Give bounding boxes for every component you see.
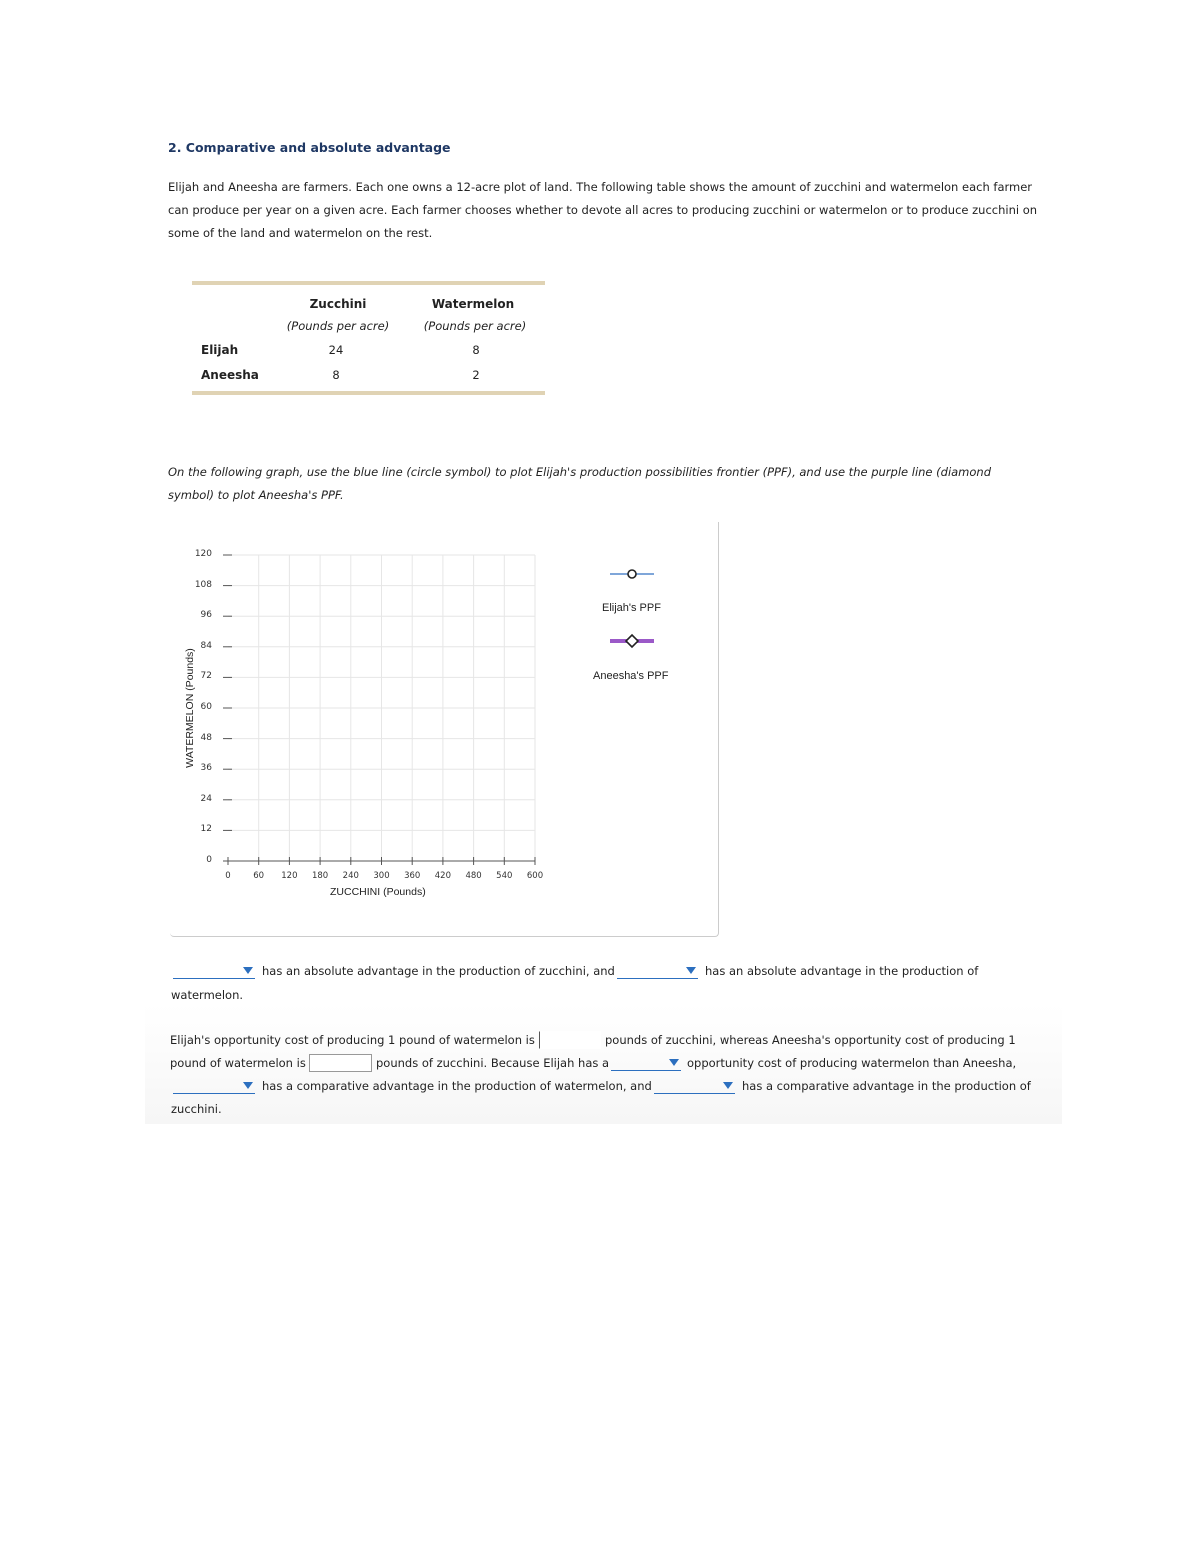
instruction-line-2: symbol) to plot Aneesha's PPF. (168, 488, 344, 502)
x-tick-label: 120 (281, 871, 298, 881)
x-tick-label: 600 (526, 871, 544, 881)
row-label-elijah: Elijah (201, 343, 239, 357)
y-tick-label: 120 (194, 549, 212, 559)
legend-label-elijah: Elijah's PPF (602, 602, 661, 614)
comparative-text-wrap: zucchini. (171, 1102, 222, 1116)
x-tick-label: 360 (404, 871, 421, 881)
chevron-down-icon (686, 967, 696, 974)
legend-diamond-icon (626, 635, 638, 647)
cell-aneesha-watermelon: 2 (472, 368, 480, 382)
intro-line-3: some of the land and watermelon on the rest. (168, 226, 433, 240)
y-tick-label: 48 (200, 732, 212, 743)
y-tick-label: 24 (200, 793, 212, 804)
intro-line-2: can produce per year on a given acre. Each farmer chooses whether to devote all acres to producing zucchini or watermelon or to produce zucchini on (168, 203, 1038, 217)
absolute-text-wrap: watermelon. (171, 988, 244, 1002)
col-sub-zucchini: (Pounds per acre) (286, 319, 390, 333)
x-tick-label: 300 (373, 871, 390, 881)
y-tick-label: 84 (200, 640, 212, 651)
chevron-down-icon (669, 1059, 679, 1066)
y-tick-label: 96 (200, 610, 212, 621)
y-tick-label: 72 (200, 671, 212, 682)
comparative-text-2: has a comparative advantage in the production of (742, 1079, 1031, 1093)
comparative-text-1: has a comparative advantage in the production of watermelon, and (262, 1079, 652, 1093)
absolute-zucchini-dropdown[interactable] (173, 964, 255, 979)
y-tick-label: 0 (206, 855, 212, 865)
x-tick-label: 420 (434, 871, 451, 881)
aneesha-opportunity-cost-input[interactable] (309, 1054, 372, 1072)
absolute-text-1: has an absolute advantage in the production of zucchini, and (262, 964, 615, 978)
col-header-watermelon: Watermelon (431, 297, 515, 311)
opportunity-cost-comparison-dropdown[interactable] (611, 1056, 681, 1071)
col-header-zucchini: Zucchini (309, 297, 367, 311)
y-axis-title: WATERMELON (Pounds) (184, 648, 196, 768)
legend-circle-icon (628, 570, 636, 578)
y-tick-label: 36 (200, 763, 212, 774)
comparative-watermelon-dropdown[interactable] (173, 1079, 255, 1094)
row-label-aneesha: Aneesha (201, 368, 259, 382)
y-tick-label: 12 (200, 824, 212, 835)
elijah-opportunity-cost-input[interactable] (539, 1031, 601, 1049)
oc-text-5: opportunity cost of producing watermelon than Aneesha, (687, 1056, 1017, 1070)
oc-text-2: pounds of zucchini, whereas Aneesha's opportunity cost of producing 1 (605, 1033, 1016, 1047)
y-tick-label: 60 (200, 702, 212, 712)
legend-label-aneesha: Aneesha's PPF (593, 670, 669, 682)
x-tick-label: 240 (342, 871, 359, 881)
cell-aneesha-zucchini: 8 (332, 368, 340, 382)
x-tick-label: 0 (225, 871, 231, 881)
oc-text-1: Elijah's opportunity cost of producing 1 pound of watermelon is (170, 1033, 535, 1047)
chevron-down-icon (243, 967, 253, 974)
chevron-down-icon (243, 1082, 253, 1089)
x-tick-label: 180 (311, 871, 329, 881)
oc-text-4: pounds of zucchini. Because Elijah has a (376, 1056, 610, 1070)
absolute-watermelon-dropdown[interactable] (617, 964, 698, 979)
x-tick-label: 60 (253, 871, 265, 881)
instruction-line-1: On the following graph, use the blue line (circle symbol) to plot Elijah's production possibilities frontier (PPF), and use the purple line (diamond (168, 465, 992, 479)
y-tick-label: 108 (194, 579, 212, 590)
cell-elijah-zucchini: 24 (328, 343, 344, 357)
comparative-zucchini-dropdown[interactable] (654, 1079, 735, 1094)
x-tick-label: 540 (496, 871, 513, 881)
oc-text-3: pound of watermelon is (170, 1056, 306, 1070)
intro-line-1: Elijah and Aneesha are farmers. Each one owns a 12-acre plot of land. The following table shows the amount of zucchini and watermelon each farmer (168, 180, 1033, 194)
x-tick-label: 480 (465, 871, 482, 881)
chart-axes (223, 555, 535, 865)
col-sub-watermelon: (Pounds per acre) (423, 319, 527, 333)
absolute-text-2: has an absolute advantage in the production of (705, 964, 979, 978)
x-axis-title: ZUCCHINI (Pounds) (330, 886, 426, 898)
chart-grid (228, 555, 535, 861)
question-title: 2. Comparative and absolute advantage (168, 140, 451, 155)
cell-elijah-watermelon: 8 (472, 343, 480, 357)
chevron-down-icon (723, 1082, 733, 1089)
